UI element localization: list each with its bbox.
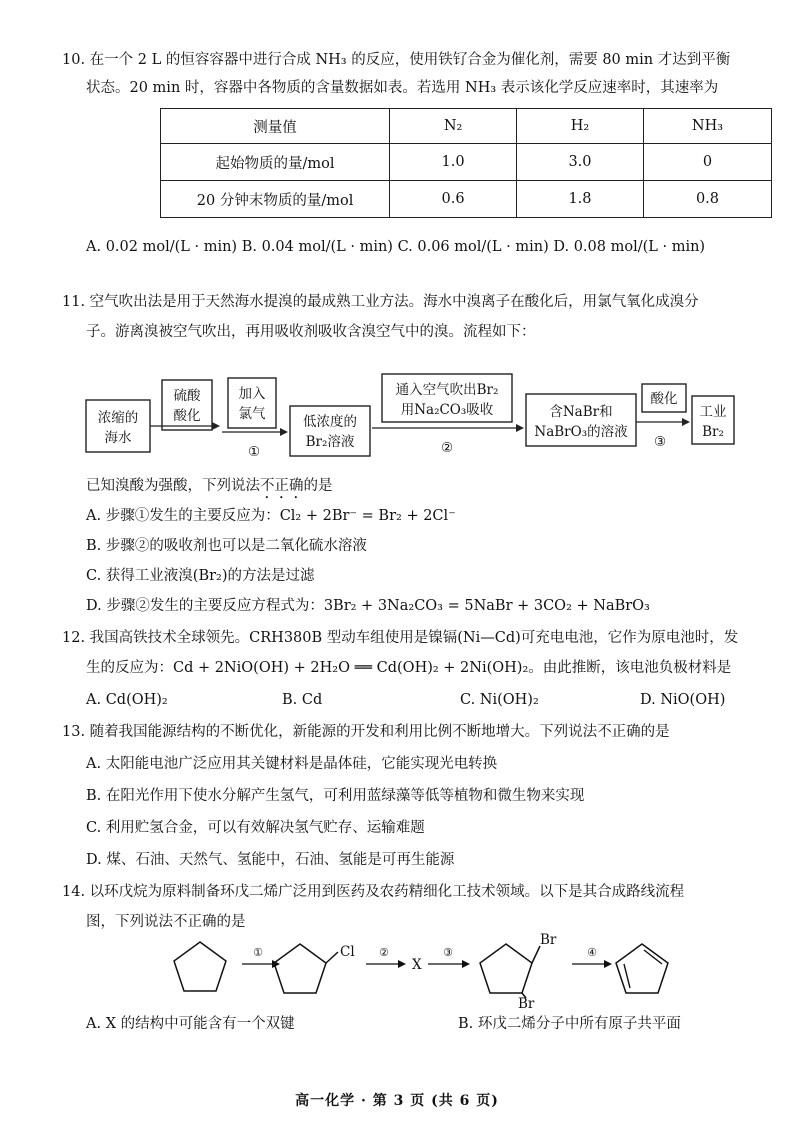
table-row	[161, 144, 772, 181]
table-cell: 起始物质的量/mol	[161, 144, 390, 181]
chlorine-label: Cl	[340, 944, 355, 960]
flow-box-seawater-line1: 浓缩的	[97, 410, 139, 426]
flow-label-chlorine-line1: 加入	[238, 386, 266, 402]
q11-process-flow-diagram	[0, 360, 794, 470]
flow-box-industrial-br2-line1: 工业	[699, 404, 727, 420]
q11-stem-line2: 子。游离溴被空气吹出，再用吸收剂吸收含溴空气中的溴。流程如下：	[86, 324, 536, 340]
flow-label-acidify-2-text: 酸化	[650, 391, 678, 407]
scheme-arrowhead	[604, 960, 612, 968]
scheme-step-2: ②	[379, 946, 389, 959]
scheme-step-3: ③	[443, 946, 453, 959]
flow-step-3: ③	[653, 434, 667, 450]
flow-label-air-absorb-line2: 用Na₂CO₃吸收	[400, 402, 494, 418]
table-header-row	[161, 109, 772, 144]
q11-option-d: D. 步骤②发生的主要反应方程式为：3Br₂ + 3Na₂CO₃ = 5NaBr + 3CO₂ + NaBrO₃	[86, 598, 650, 614]
flow-label-acidify-line2: 酸化	[173, 408, 201, 424]
q11-stem-line1: 11. 空气吹出法是用于天然海水提溴的最成熟工业方法。海水中溴离子在酸化后，用氯气氧化成溴分	[62, 294, 699, 310]
table-header-cell: H₂	[517, 109, 644, 144]
q14-option-a: A. X 的结构中可能含有一个双键	[86, 1016, 295, 1032]
q11-stem-emphasis: 不正确	[260, 478, 304, 494]
double-bond-line	[624, 964, 630, 988]
table-cell: 20 分钟末物质的量/mol	[161, 181, 390, 218]
c-cl-bond	[326, 952, 338, 963]
q12-option-b: B. Cd	[282, 692, 323, 708]
page-footer: 高一化学 · 第 3 页 (共 6 页)	[295, 1093, 499, 1109]
q13-option-a: A. 太阳能电池广泛应用其关键材料是晶体硅，它能实现光电转换	[86, 756, 498, 772]
q11-option-a: A. 步骤①发生的主要反应为：Cl₂ + 2Br⁻ = Br₂ + 2Cl⁻	[86, 508, 456, 524]
flow-arrowhead	[516, 424, 524, 432]
c-br-bond	[532, 946, 540, 963]
flow-label-acidify-line1: 硫酸	[173, 388, 201, 404]
q10-stem-line2: 状态。20 min 时，容器中各物质的含量数据如表。若选用 NH₃ 表示该化学反应速率时，其速率为	[86, 80, 719, 96]
q13-option-c: C. 利用贮氢合金，可以有效解决氢气贮存、运输难题	[86, 820, 425, 836]
q11-stem-post: 的是	[303, 478, 333, 494]
q13-option-b: B. 在阳光作用下使水分解产生氢气，可利用蓝绿藻等低等植物和微生物来实现	[86, 788, 585, 804]
q10-stem-line1: 10. 在一个 2 L 的恒容容器中进行合成 NH₃ 的反应，使用铁钌合金为催化剂，需要 80 min 才达到平衡	[62, 52, 731, 68]
q12-stem-line2: 生的反应为：Cd + 2NiO(OH) + 2H₂O ══ Cd(OH)₂ + 2Ni(OH)₂。由此推断，该电池负极材料是	[86, 660, 732, 676]
intermediate-x: X	[412, 957, 422, 973]
scheme-arrowhead	[462, 960, 470, 968]
scheme-step-4: ④	[587, 946, 597, 959]
dibromocyclopentane-structure	[480, 944, 532, 993]
q10-data-table	[160, 108, 772, 218]
scheme-arrowhead	[398, 960, 406, 968]
q12-option-d: D. NiO(OH)	[640, 692, 726, 708]
q14-option-b: B. 环戊二烯分子中所有原子共平面	[458, 1016, 681, 1032]
q12-stem-line1: 12. 我国高铁技术全球领先。CRH380B 型动车组使用是镍镉(Ni—Cd)可充电电池，它作为原电池时，发	[62, 630, 739, 646]
flow-box-dilute-br2-line1: 低浓度的	[303, 414, 357, 430]
flow-box-industrial-br2-line2: Br₂	[702, 424, 724, 440]
table-cell: 0	[643, 144, 771, 181]
q13-option-d: D. 煤、石油、天然气、氢能中，石油、氢能是可再生能源	[86, 852, 455, 868]
table-row	[161, 181, 772, 218]
q13-stem: 13. 随着我国能源结构的不断优化，新能源的开发和利用比例不断地增大。下列说法不正确的是	[62, 724, 670, 740]
table-cell: 3.0	[517, 144, 644, 181]
flow-box-seawater-line2: 海水	[104, 430, 132, 446]
cyclopentane-structure	[174, 942, 226, 991]
table-cell: 0.6	[390, 181, 517, 218]
table-header-cell: NH₃	[643, 109, 771, 144]
flow-arrowhead	[682, 418, 690, 426]
flow-box-nabr-solution-line1: 含NaBr和	[549, 404, 613, 420]
q11-option-b: B. 步骤②的吸收剂也可以是二氧化硫水溶液	[86, 538, 367, 554]
q14-stem-line2: 图，下列说法不正确的是	[86, 914, 246, 930]
table-cell: 1.0	[390, 144, 517, 181]
q10-options: A. 0.02 mol/(L · min) B. 0.04 mol/(L · min) C. 0.06 mol/(L · min) D. 0.08 mol/(L · min)	[86, 239, 706, 255]
flow-step-2: ②	[440, 440, 454, 456]
q14-synthesis-scheme	[0, 928, 794, 1008]
q11-option-c: C. 获得工业液溴(Br₂)的方法是过滤	[86, 568, 315, 584]
scheme-step-1: ①	[253, 946, 263, 959]
flow-arrowhead	[280, 428, 288, 436]
flow-box-dilute-br2-line2: Br₂溶液	[305, 434, 355, 450]
flow-step-1: ①	[247, 444, 261, 460]
flow-box-nabr-solution-line2: NaBrO₃的溶液	[534, 424, 628, 440]
bromine-label-2: Br	[518, 996, 535, 1008]
flow-label-air-absorb-line1: 通入空气吹出Br₂	[395, 382, 499, 398]
table-cell: 1.8	[517, 181, 644, 218]
flow-label-chlorine-line2: 氯气	[238, 406, 266, 422]
q12-option-c: C. Ni(OH)₂	[460, 692, 539, 708]
chlorocyclopentane-structure	[274, 944, 326, 993]
bromine-label-1: Br	[540, 932, 557, 948]
q12-option-a: A. Cd(OH)₂	[86, 692, 168, 708]
table-header-cell: 测量值	[161, 109, 390, 144]
q14-stem-line1: 14. 以环戊烷为原料制备环戊二烯广泛用到医药及农药精细化工技术领域。以下是其合成路线流程	[62, 884, 685, 900]
cyclopentadiene-structure	[616, 944, 668, 993]
q11-stem-pre: 已知溴酸为强酸，下列说法	[86, 478, 260, 494]
q11-stem	[86, 476, 333, 502]
flow-arrowhead	[212, 422, 220, 430]
table-header-cell: N₂	[390, 109, 517, 144]
table-cell: 0.8	[643, 181, 771, 218]
